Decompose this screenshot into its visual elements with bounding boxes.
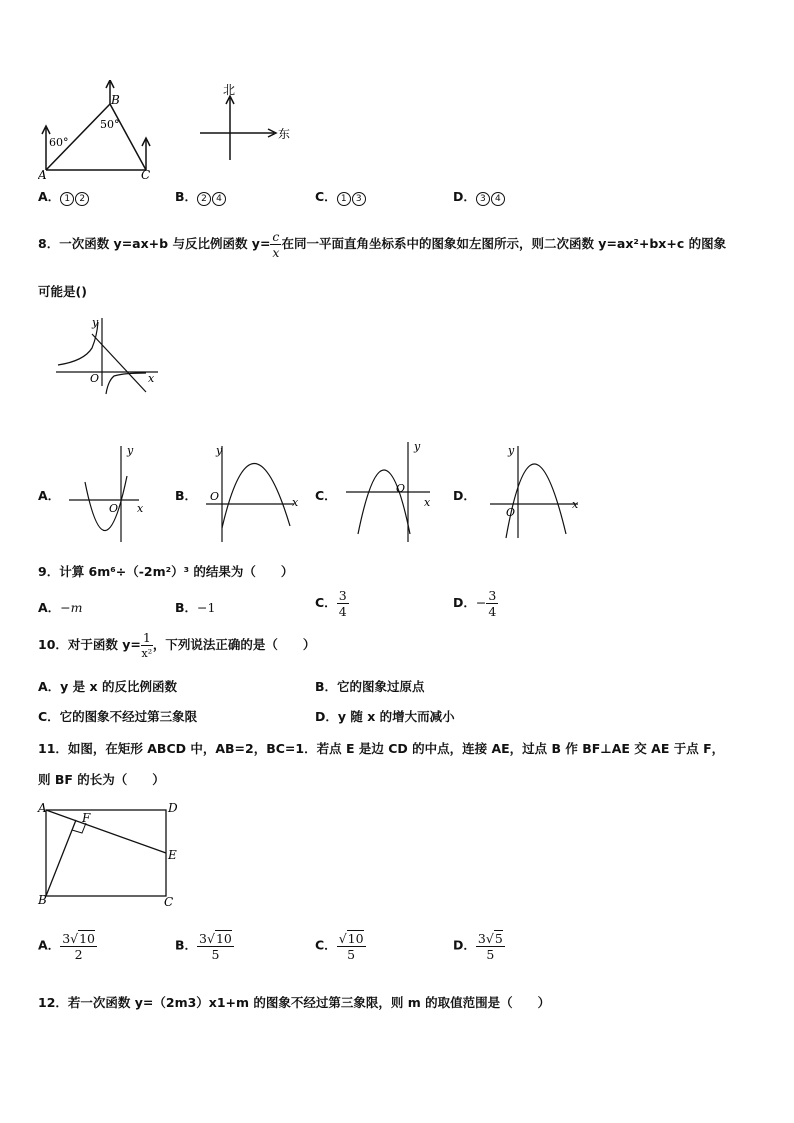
label-A: A bbox=[38, 801, 47, 815]
q8-ref-x: x bbox=[148, 372, 155, 385]
q8-option-c-graph[interactable] bbox=[340, 436, 440, 546]
q7-option-d[interactable]: D． 3 4 bbox=[453, 187, 506, 206]
q10-option-c[interactable]: C．它的图象不经过第三象限 bbox=[38, 709, 198, 724]
label-east: 东 bbox=[278, 127, 291, 141]
svg-text:x: x bbox=[424, 496, 431, 509]
svg-text:y: y bbox=[508, 444, 515, 457]
q10-fraction: $\frac{1}{\text{x²}}$ bbox=[141, 630, 153, 660]
q8-ref-o: O bbox=[90, 372, 100, 385]
q8-option-d-label[interactable]: D． bbox=[453, 488, 476, 503]
q8-ref-y: y bbox=[92, 316, 99, 329]
q8-option-b-label[interactable]: B． bbox=[175, 488, 198, 503]
q7-option-a[interactable]: A． 1 2 bbox=[38, 187, 90, 206]
q7-figures bbox=[38, 80, 298, 180]
svg-text:O: O bbox=[109, 502, 119, 515]
svg-text:y: y bbox=[414, 440, 421, 453]
q11-rectangle-figure bbox=[36, 800, 186, 910]
q8-question: 8．一次函数 y=ax+b 与反比例函数 y= $\frac{c}{x}$ 在同一平面直角坐标系中的图象如左图所示，则二次函数 y=ax²+bx+c 的图象 bbox=[38, 229, 727, 260]
label-D: D bbox=[168, 801, 178, 815]
q9-option-d[interactable]: D．− $\frac{3}{4}$ bbox=[453, 588, 497, 619]
q8-question-line2: 可能是() bbox=[38, 284, 87, 299]
q8-reference-graph bbox=[54, 316, 164, 396]
q10-option-d[interactable]: D．y 随 x 的增大而减小 bbox=[315, 709, 455, 724]
q8-option-d-graph[interactable] bbox=[488, 442, 588, 542]
svg-text:x: x bbox=[137, 502, 144, 515]
q7-triangle-figure bbox=[38, 80, 150, 180]
label-F: F bbox=[82, 811, 91, 825]
label-A: A bbox=[38, 168, 47, 180]
label-60: 60° bbox=[49, 136, 69, 149]
q11-option-d[interactable]: D． $\frac{3√5}{5}$ bbox=[453, 931, 503, 962]
q9-option-a[interactable]: A．−m bbox=[38, 600, 83, 615]
svg-text:y: y bbox=[216, 444, 223, 457]
q11-question-line2: 则 BF 的长为（ ） bbox=[38, 772, 165, 787]
q12-question: 12．若一次函数 y=（2m3）x1+m 的图象不经过第三象限，则 m 的取值范围是（ ） bbox=[38, 995, 551, 1010]
label-C: C bbox=[164, 895, 174, 909]
q8-option-a-graph[interactable] bbox=[65, 442, 155, 547]
svg-text:O: O bbox=[506, 506, 516, 519]
q8-option-b-graph[interactable] bbox=[202, 440, 302, 545]
q8-fraction: $\frac{c}{x}$ bbox=[272, 229, 280, 260]
q10-question: 10．对于函数 y= $\frac{1}{\text{x²}}$ ，下列说法正确的是（ ） bbox=[38, 630, 316, 660]
q11-option-b[interactable]: B． $\frac{3√10}{5}$ bbox=[175, 931, 232, 962]
label-B: B bbox=[38, 893, 47, 907]
svg-text:x: x bbox=[572, 498, 579, 511]
label-E: E bbox=[168, 848, 177, 862]
label-north: 北 bbox=[223, 83, 236, 97]
q9-option-c[interactable]: C． $\frac{3}{4}$ bbox=[315, 588, 347, 619]
svg-text:O: O bbox=[396, 482, 406, 495]
q10-option-a[interactable]: A．y 是 x 的反比例函数 bbox=[38, 679, 177, 694]
svg-text:y: y bbox=[127, 444, 134, 457]
q7-compass-figure bbox=[200, 83, 290, 160]
label-50: 50° bbox=[100, 118, 120, 131]
label-C: C bbox=[141, 168, 151, 180]
q11-option-a[interactable]: A． $\frac{3√10}{2}$ bbox=[38, 931, 96, 962]
q10-option-b[interactable]: B．它的图象过原点 bbox=[315, 679, 425, 694]
q11-option-c[interactable]: C． $\frac{√10}{5}$ bbox=[315, 931, 364, 962]
label-B: B bbox=[111, 93, 120, 107]
q9-question: 9．计算 6m⁶÷（-2m²）³ 的结果为（ ） bbox=[38, 564, 294, 579]
svg-text:x: x bbox=[292, 496, 299, 509]
q7-option-b[interactable]: B． 2 4 bbox=[175, 187, 227, 206]
q7-option-c[interactable]: C． 1 3 bbox=[315, 187, 367, 206]
q8-option-a-label[interactable]: A． bbox=[38, 488, 61, 503]
q8-option-c-label[interactable]: C． bbox=[315, 488, 337, 503]
svg-text:O: O bbox=[210, 490, 220, 503]
q9-option-b[interactable]: B．−1 bbox=[175, 600, 216, 615]
q11-question: 11．如图，在矩形 ABCD 中，AB=2，BC=1．若点 E 是边 CD 的中点，连接 AE，过点 B 作 BF⊥AE 交 AE 于点 F， bbox=[38, 741, 725, 756]
